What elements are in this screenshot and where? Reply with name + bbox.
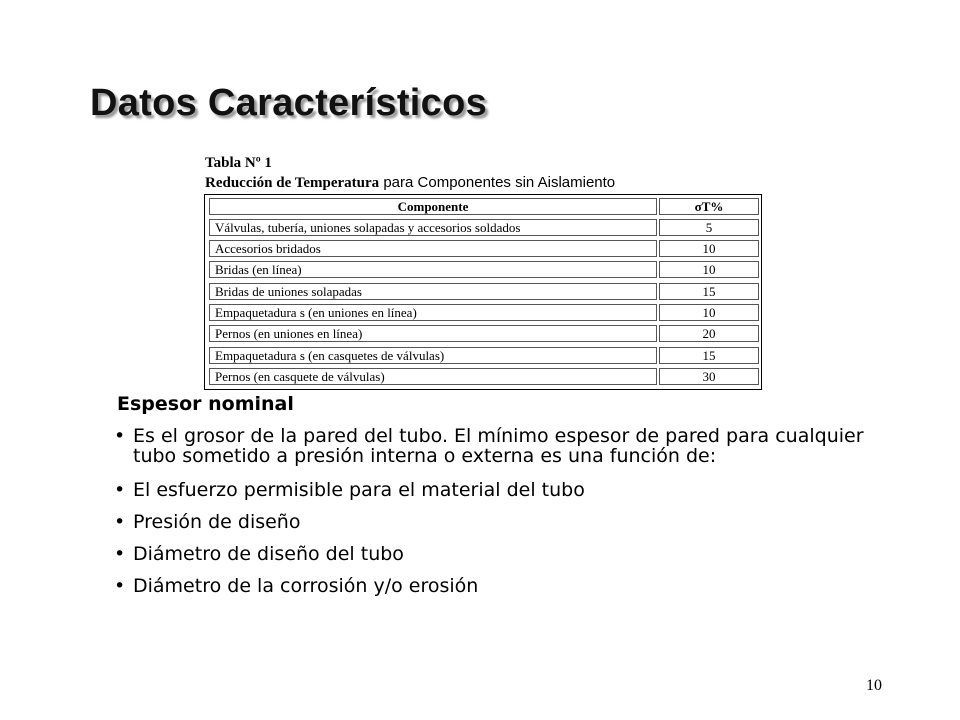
table-row (209, 283, 759, 300)
cell-component: Accesorios bridados (209, 240, 657, 257)
temperature-reduction-table (204, 194, 762, 390)
bullet-icon: • (114, 543, 126, 565)
list-item (114, 542, 874, 566)
table-row (209, 304, 759, 321)
bullet-text: Diámetro de la corrosión y/o erosión (133, 575, 479, 597)
cell-value: 10 (659, 240, 759, 257)
list-item (114, 510, 874, 534)
cell-value: 20 (659, 325, 759, 342)
bullet-icon: • (114, 511, 126, 533)
cell-component: Válvulas, tubería, uniones solapadas y accesorios soldados (209, 219, 657, 236)
cell-component: Pernos (en uniones en línea) (209, 325, 657, 342)
table-header-row (209, 198, 759, 215)
table-row (209, 219, 759, 236)
bullet-text: Presión de diseño (133, 511, 301, 533)
cell-component: Empaquetadura s (en uniones en línea) (209, 304, 657, 321)
header-value: σT% (659, 198, 759, 215)
bullet-text: Diámetro de diseño del tubo (133, 543, 404, 565)
table-caption-line (205, 173, 615, 193)
bullet-text: Es el grosor de la pared del tubo. El mínimo espesor de pared para cualquier tubo sometido a presión interna o externa es una función de: (133, 425, 864, 467)
cell-value: 10 (659, 261, 759, 278)
cell-value: 15 (659, 283, 759, 300)
table-number: Tabla Nº 1 (205, 155, 272, 171)
list-item (114, 574, 874, 598)
bullet-list (114, 426, 874, 606)
table-row (209, 325, 759, 342)
cell-value: 30 (659, 368, 759, 385)
list-item (114, 426, 874, 466)
cell-value: 10 (659, 304, 759, 321)
cell-component: Pernos (en casquete de válvulas) (209, 368, 657, 385)
header-component: Componente (209, 198, 657, 215)
list-item (114, 478, 874, 502)
section-heading: Espesor nominal (117, 393, 294, 415)
table-caption (205, 153, 615, 193)
table-caption-bold: Reducción de Temperatura (205, 175, 380, 191)
table-row (209, 240, 759, 257)
slide-title: Datos Característicos (90, 82, 488, 124)
table-row (209, 261, 759, 278)
cell-component: Bridas de uniones solapadas (209, 283, 657, 300)
table-row (209, 368, 759, 385)
bullet-icon: • (114, 479, 126, 501)
cell-component: Bridas (en línea) (209, 261, 657, 278)
cell-component: Empaquetadura s (en casquetes de válvulas) (209, 347, 657, 364)
bullet-icon: • (114, 425, 126, 447)
bullet-icon: • (114, 575, 126, 597)
bullet-text: El esfuerzo permisible para el material del tubo (133, 479, 585, 501)
table-row (209, 347, 759, 364)
cell-value: 5 (659, 219, 759, 236)
cell-value: 15 (659, 347, 759, 364)
page-number: 10 (866, 677, 882, 694)
table-caption-rest: para Componentes sin Aislamiento (383, 174, 616, 191)
